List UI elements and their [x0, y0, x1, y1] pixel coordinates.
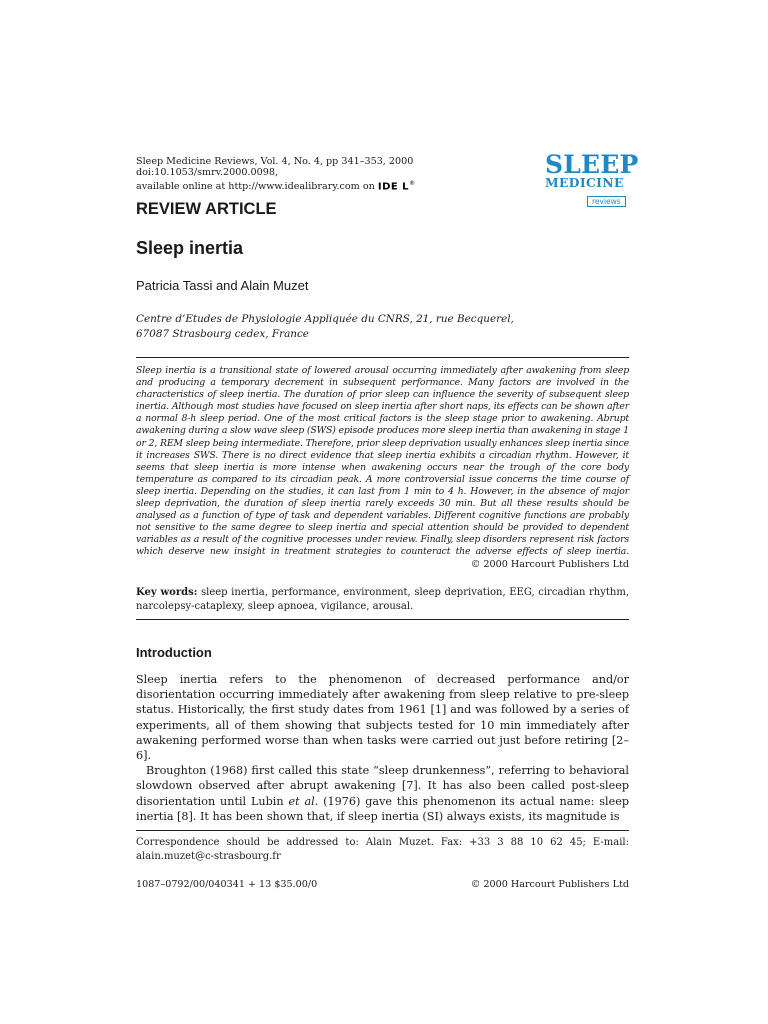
affiliation [136, 312, 556, 341]
journal-citation: Sleep Medicine Reviews, Vol. 4, No. 4, pp 341–353, 2000 [136, 156, 414, 167]
introduction-paragraph-2: Broughton (1968) first called this state “sleep drunkenness”, referring to behavioral slowdown observed after abrupt awakening [7]. It has also been called post-sleep disorientation until Lubin et al. (1976) gave this phenomenon its actual name: sleep inertia [8]. It has been shown that, if sleep inertia (SI) always exists, its magnitude is [136, 764, 629, 823]
availability-text: available online at http://www.idealibrary.com on [136, 180, 375, 192]
abstract-copyright: © 2000 Harcourt Publishers Ltd [470, 559, 629, 570]
correspondence-line-1: Correspondence should be addressed to: Alain Muzet. Fax: +33 3 88 10 62 45; E-mail: [136, 837, 629, 848]
abstract-text: Sleep inertia is a transitional state of lowered arousal occurring immediately after awakening from sleep and producing a temporary decrement in subsequent performance. Many factors are involved in the characteristics of sleep inertia. The duration of prior sleep can influence the severity of subsequent sleep inertia. Although most studies have focused on sleep inertia after short naps, its effects can be shown after a normal 8-h sleep period. One of the most critical factors is the sleep stage prior to awakening. Abrupt awakening during a slow wave sleep (SWS) episode produces more sleep inertia than awakening in stage 1 or 2, REM sleep being intermediate. Therefore, prior sleep deprivation usually enhances sleep inertia since it increases SWS. There is no direct evidence that sleep inertia exhibits a circadian rhythm. However, it seems that sleep inertia is more intense when awakening occurs near the trough of the core body temperature as compared to its circadian peak. A more controversial issue concerns the time course of sleep inertia. Depending on the studies, it can last from 1 min to 4 h. However, in the absence of major sleep deprivation, the duration of sleep inertia rarely exceeds 30 min. But all these results should be analysed as a function of type of task and dependent variables. Different cognitive functions are probably not sensitive to the same degree to sleep inertia and special attention should be provided to dependent variables as a result of the cognitive processes under review. Finally, sleep disorders represent risk factors which deserve new insight in treatment strategies to counteract the adverse effects of sleep inertia. [136, 365, 629, 558]
footer-copyright: © 2000 Harcourt Publishers Ltd [470, 879, 629, 890]
keywords-label: Key words: [136, 587, 198, 598]
availability-line [136, 179, 436, 194]
authors: Patricia Tassi and Alain Muzet [136, 278, 309, 293]
introduction-paragraph-1: Sleep inertia refers to the phenomenon of decreased performance and/or disorientation occurring immediately after awakening from sleep relative to pre-sleep status. Historically, the first study dates from 1961 [1] and was followed by a series of experiments, all of them showing that subjects tested for 10 min immediately after awakening performed worse than when tasks were carried out just before retiring [2–6]. [136, 673, 629, 763]
article-type-label: REVIEW ARTICLE [136, 200, 277, 218]
journal-logo-sleep: SLEEP [545, 150, 639, 179]
abstract-top-rule [136, 357, 629, 358]
article-title: Sleep inertia [136, 238, 244, 258]
keywords-text: sleep inertia, performance, environment, sleep deprivation, EEG, circadian rhythm, narcolepsy-cataplexy, sleep apnoea, vigilance, arousal. [136, 587, 629, 612]
et-al: et al. [288, 794, 319, 808]
affiliation-line-2: 67087 Strasbourg cedex, France [136, 327, 309, 340]
journal-logo-reviews: reviews [587, 196, 626, 207]
footer-code: 1087–0792/00/040341 + 13 $35.00/0 [136, 879, 318, 890]
introduction-heading: Introduction [136, 645, 212, 660]
footnote-rule [136, 830, 629, 831]
affiliation-line-1: Centre d’Etudes de Physiologie Appliquée du CNRS, 21, rue Becquerel, [136, 313, 514, 325]
keywords-bottom-rule [136, 619, 629, 620]
journal-logo-medicine: MEDICINE [545, 175, 624, 190]
citation-block [136, 156, 436, 194]
doi-line: doi:10.1053/smrv.2000.0098, [136, 167, 278, 179]
introduction-body [136, 672, 629, 824]
correspondence-note [136, 836, 629, 863]
correspondence-email: alain.muzet@c-strasbourg.fr [136, 850, 281, 862]
ideal-logo-icon: IDE L® [377, 179, 416, 193]
keywords [136, 586, 629, 613]
journal-logo [545, 150, 639, 208]
